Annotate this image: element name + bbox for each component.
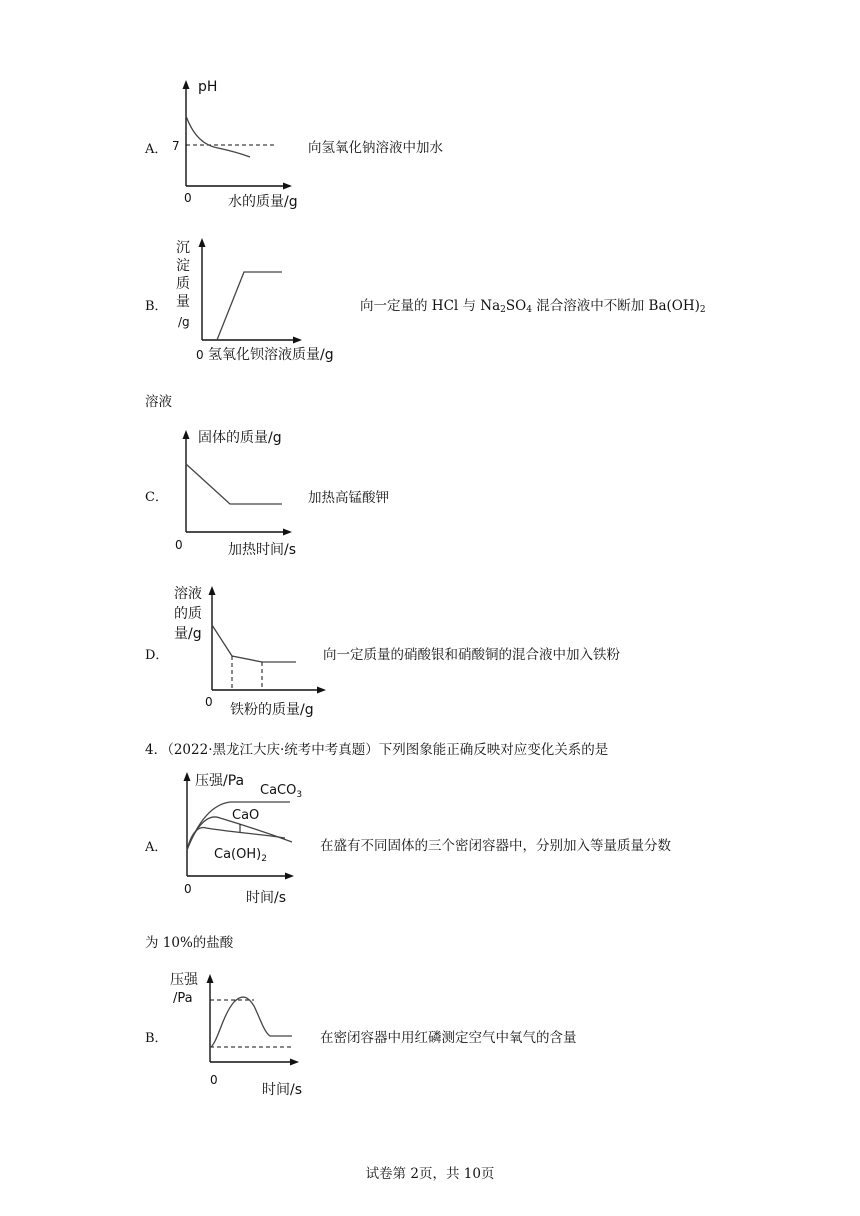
x-axis-arrow-icon	[283, 529, 292, 536]
option-description-3c: 加热高锰酸钾	[308, 490, 389, 506]
caoh2-label: $Ca(OH)_2$	[214, 847, 267, 864]
solution-mass-curve	[212, 625, 296, 662]
option-description-4a: 在盛有不同固体的三个密闭容器中，分别加入等量质量分数	[320, 838, 671, 854]
y-axis-label-line-1: 沉	[176, 240, 190, 256]
solid-mass-curve	[186, 464, 282, 504]
option-letter-3d: D．	[145, 648, 169, 663]
page-footer: 试卷第 2页，共 10页	[365, 1166, 495, 1182]
option-letter-3b: B．	[145, 299, 168, 314]
y-axis-label-line-2: /Pa	[173, 991, 193, 1006]
x-axis-label: 时间/s	[262, 1082, 303, 1098]
origin-label: 0	[205, 695, 213, 709]
origin-label: 0	[196, 348, 204, 362]
option-letter-3c: C．	[145, 490, 168, 505]
option-description-3b-continued: 溶液	[145, 394, 172, 410]
x-axis-arrow-icon	[285, 873, 294, 880]
option-letter-4b: B．	[145, 1031, 168, 1046]
graph-3c	[170, 420, 330, 560]
graph-4b	[170, 966, 330, 1096]
y-axis-arrow-icon	[183, 80, 190, 89]
y-tick-7: 7	[172, 139, 180, 153]
y-axis-arrow-icon	[183, 430, 190, 439]
graph-3d	[170, 580, 340, 720]
y-axis-label: pH	[198, 79, 218, 95]
graph-3a	[170, 78, 330, 208]
x-axis-label: 水的质量/g	[228, 194, 298, 210]
y-axis-label: 压强/Pa	[195, 773, 245, 789]
y-axis-label-line-2: 淀	[176, 258, 190, 274]
y-axis-label-line-3: 质	[176, 276, 190, 292]
x-axis-arrow-icon	[293, 337, 302, 344]
y-axis-label-line-1: 溶液	[174, 586, 202, 602]
y-axis-arrow-icon	[207, 974, 214, 983]
origin-label: 0	[184, 191, 192, 205]
origin-label: 0	[175, 538, 183, 552]
ph-curve	[186, 116, 250, 157]
x-axis-arrow-icon	[283, 183, 292, 190]
graph-3b	[170, 232, 360, 372]
option-description-4a-continued: 为 10%的盐酸	[145, 935, 234, 951]
y-axis-label-line-3: 量/g	[174, 626, 202, 642]
pressure-curve	[210, 997, 292, 1048]
x-axis-label: 时间/s	[246, 890, 287, 906]
precipitate-curve	[217, 272, 282, 340]
y-axis-arrow-icon	[209, 586, 216, 595]
y-axis-label-line-5: /g	[178, 315, 190, 329]
option-description-3d: 向一定质量的硝酸银和硝酸铜的混合液中加入铁粉	[323, 647, 620, 663]
x-axis-label: 铁粉的质量/g	[230, 702, 314, 718]
y-axis-label-line-1: 压强	[170, 972, 198, 988]
y-axis-label-line-2: 的质	[174, 606, 202, 622]
x-axis-label: 加热时间/s	[228, 542, 297, 558]
origin-label: 0	[184, 882, 192, 896]
origin-label: 0	[210, 1073, 218, 1087]
x-axis-label: 氢氧化钡溶液质量/g	[208, 347, 334, 363]
caco3-label: CaCO$_3$	[260, 783, 303, 800]
option-letter-4a: A．	[145, 840, 168, 855]
x-axis-arrow-icon	[317, 687, 326, 694]
y-axis-arrow-icon	[199, 238, 206, 247]
y-axis-arrow-icon	[184, 772, 191, 781]
y-axis-label: 固体的质量/g	[198, 430, 282, 446]
option-description-3a: 向氢氧化钠溶液中加水	[308, 140, 443, 156]
y-axis-label-line-4: 量	[176, 294, 190, 310]
cao-label: CaO	[232, 808, 260, 823]
option-description-3b: 向一定量的 HCl 与 $Na_2SO_4$ 混合溶液中不断加 $Ba(OH)_2$	[360, 298, 706, 315]
option-description-4b: 在密闭容器中用红磷测定空气中氧气的含量	[320, 1030, 577, 1046]
option-letter-3a: A．	[145, 142, 168, 157]
x-axis-arrow-icon	[290, 1059, 299, 1066]
question-4-title: 4．（2022·黑龙江大庆·统考中考真题）下列图象能正确反映对应变化关系的是	[145, 742, 609, 758]
graph-4a	[170, 766, 320, 916]
